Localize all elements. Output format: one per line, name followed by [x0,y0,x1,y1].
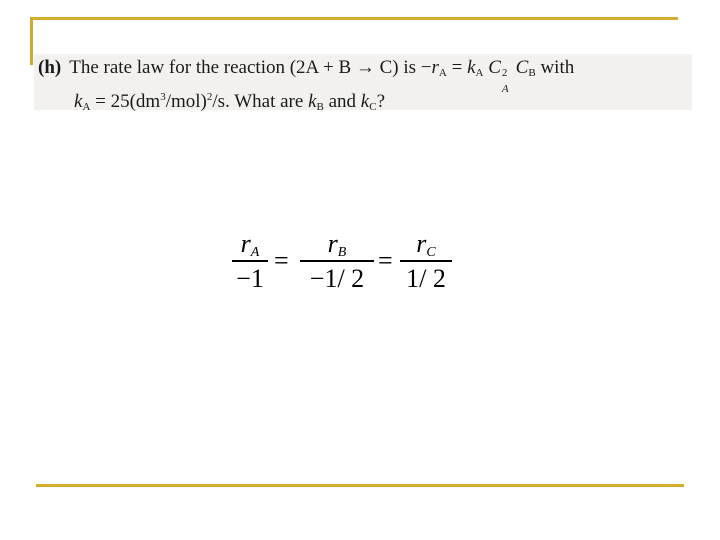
problem-statement-scan [34,54,692,113]
left-rule [30,17,33,65]
equals-sign: = [378,246,393,275]
rate-ratio-equation [228,228,468,308]
bottom-rule [36,484,684,487]
numerator-rA: $r_A$ [240,229,260,260]
numerator-rB: $r_B$ [327,229,347,260]
problem-line-2: $k_A = 25(dm^3/mol)^2/s$. What are $k_B$ and $k_C$? [74,91,385,113]
fraction-rA [232,228,268,296]
fraction-rB [300,228,374,296]
numerator-rC: $r_C$ [416,229,436,260]
fraction-rC [400,228,452,296]
denominator-rA: −1 [236,263,264,293]
problem-label: (h) [38,57,62,78]
equals-sign: = [274,246,289,275]
denominator-rB: −1/ 2 [309,263,365,293]
top-rule [30,17,678,20]
denominator-rC: 1/ 2 [406,263,446,293]
problem-line-1: (h) The rate law for the reaction (2A + B → C) is $-r_A = k_A$ C 2 A $C_B$ with [38,57,575,95]
